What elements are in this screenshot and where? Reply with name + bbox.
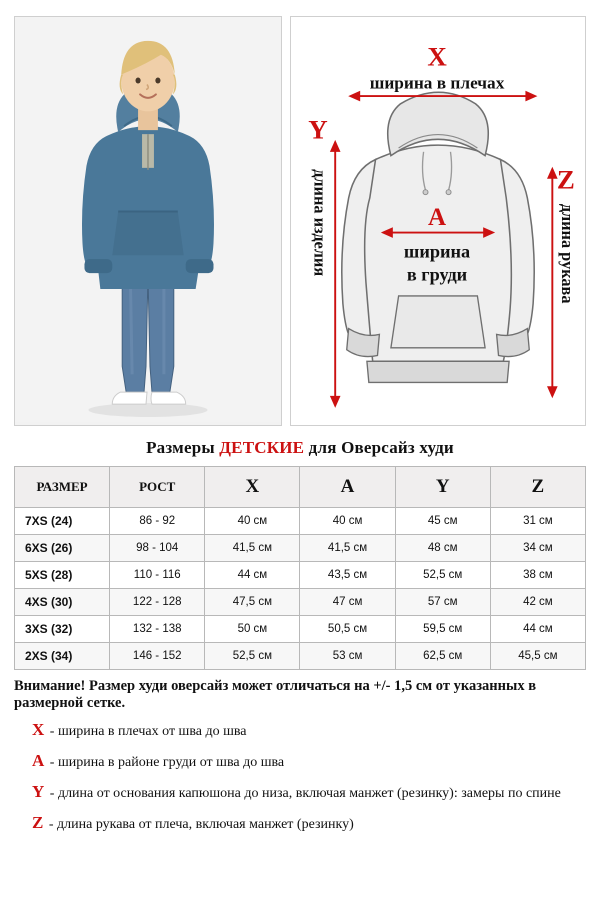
images-row — [14, 16, 586, 426]
label-a-text-2: в груди — [406, 264, 468, 285]
cell-height: 98 - 104 — [110, 535, 205, 562]
cell-z: 44 см — [490, 616, 585, 643]
cell-height: 122 - 128 — [110, 589, 205, 616]
header-z: Z — [490, 467, 585, 508]
cell-a: 41,5 см — [300, 535, 395, 562]
legend-text-x: - ширина в плечах от шва до шва — [49, 724, 247, 740]
label-a-text-1: ширина — [403, 241, 471, 262]
legend-letter-z: Z — [32, 813, 44, 833]
cell-y: 57 см — [395, 589, 490, 616]
cell-height: 132 - 138 — [110, 616, 205, 643]
table-row — [15, 643, 586, 670]
cell-a: 47 см — [300, 589, 395, 616]
header-a: A — [300, 467, 395, 508]
table-title-suffix: для Оверсайз худи — [304, 438, 454, 457]
cell-x: 47,5 см — [205, 589, 300, 616]
header-height: РОСТ — [110, 467, 205, 508]
legend-text-y: - длина от основания капюшона до низа, включая манжет (резинку): замеры по спине — [49, 786, 561, 802]
cell-size: 7XS (24) — [15, 508, 110, 535]
cell-y: 45 см — [395, 508, 490, 535]
cell-y: 48 см — [395, 535, 490, 562]
legend-letter-x: X — [32, 720, 45, 740]
label-y-letter: Y — [308, 114, 328, 145]
cell-size: 5XS (28) — [15, 562, 110, 589]
cell-height: 146 - 152 — [110, 643, 205, 670]
cell-a: 50,5 см — [300, 616, 395, 643]
cell-size: 6XS (26) — [15, 535, 110, 562]
cell-size: 4XS (30) — [15, 589, 110, 616]
table-row — [15, 535, 586, 562]
cell-x: 40 см — [205, 508, 300, 535]
cell-x: 44 см — [205, 562, 300, 589]
cell-a: 43,5 см — [300, 562, 395, 589]
legend-list — [32, 719, 586, 835]
header-size: РАЗМЕР — [15, 467, 110, 508]
cell-x: 41,5 см — [205, 535, 300, 562]
cell-x: 50 см — [205, 616, 300, 643]
header-y: Y — [395, 467, 490, 508]
label-x-letter: X — [427, 41, 447, 72]
label-x-text: ширина в плечах — [369, 73, 505, 93]
label-z-letter: Z — [556, 164, 575, 195]
table-row — [15, 562, 586, 589]
legend-item — [32, 750, 586, 773]
cell-y: 59,5 см — [395, 616, 490, 643]
warning-note: Внимание! Размер худи оверсайз может отличаться на +/- 1,5 см от указанных в размерной сетке. — [14, 678, 537, 711]
cell-height: 110 - 116 — [110, 562, 205, 589]
cell-z: 42 см — [490, 589, 585, 616]
legend-letter-y: Y — [32, 782, 45, 802]
table-title-prefix: Размеры — [146, 438, 220, 457]
size-table — [14, 466, 586, 670]
table-title-highlight: ДЕТСКИЕ — [219, 438, 305, 457]
cell-size: 3XS (32) — [15, 616, 110, 643]
label-y-text: длина изделия — [310, 169, 330, 277]
cell-z: 38 см — [490, 562, 585, 589]
cell-a: 53 см — [300, 643, 395, 670]
size-table-head — [15, 467, 586, 508]
cell-size: 2XS (34) — [15, 643, 110, 670]
cell-z: 31 см — [490, 508, 585, 535]
table-title — [14, 438, 586, 458]
hoodie-measurement-diagram — [291, 17, 585, 425]
label-a-letter: A — [428, 203, 447, 231]
cell-a: 40 см — [300, 508, 395, 535]
header-x: X — [205, 467, 300, 508]
table-row — [15, 589, 586, 616]
table-row — [15, 616, 586, 643]
table-header-row — [15, 467, 586, 508]
product-photo-panel — [14, 16, 282, 426]
cell-y: 62,5 см — [395, 643, 490, 670]
legend-item — [32, 719, 586, 742]
legend-item — [32, 781, 586, 804]
cell-z: 34 см — [490, 535, 585, 562]
table-row — [15, 508, 586, 535]
cell-height: 86 - 92 — [110, 508, 205, 535]
cell-y: 52,5 см — [395, 562, 490, 589]
child-model-illustration — [15, 17, 281, 422]
size-table-body — [15, 508, 586, 670]
label-z-text: длина рукава — [558, 203, 578, 304]
legend-text-z: - длина рукава от плеча, включая манжет (резинку) — [48, 817, 354, 833]
legend-letter-a: A — [32, 751, 45, 771]
legend-item — [32, 812, 586, 835]
measurement-diagram-panel — [290, 16, 586, 426]
legend-text-a: - ширина в районе груди от шва до шва — [49, 755, 285, 771]
cell-z: 45,5 см — [490, 643, 585, 670]
cell-x: 52,5 см — [205, 643, 300, 670]
